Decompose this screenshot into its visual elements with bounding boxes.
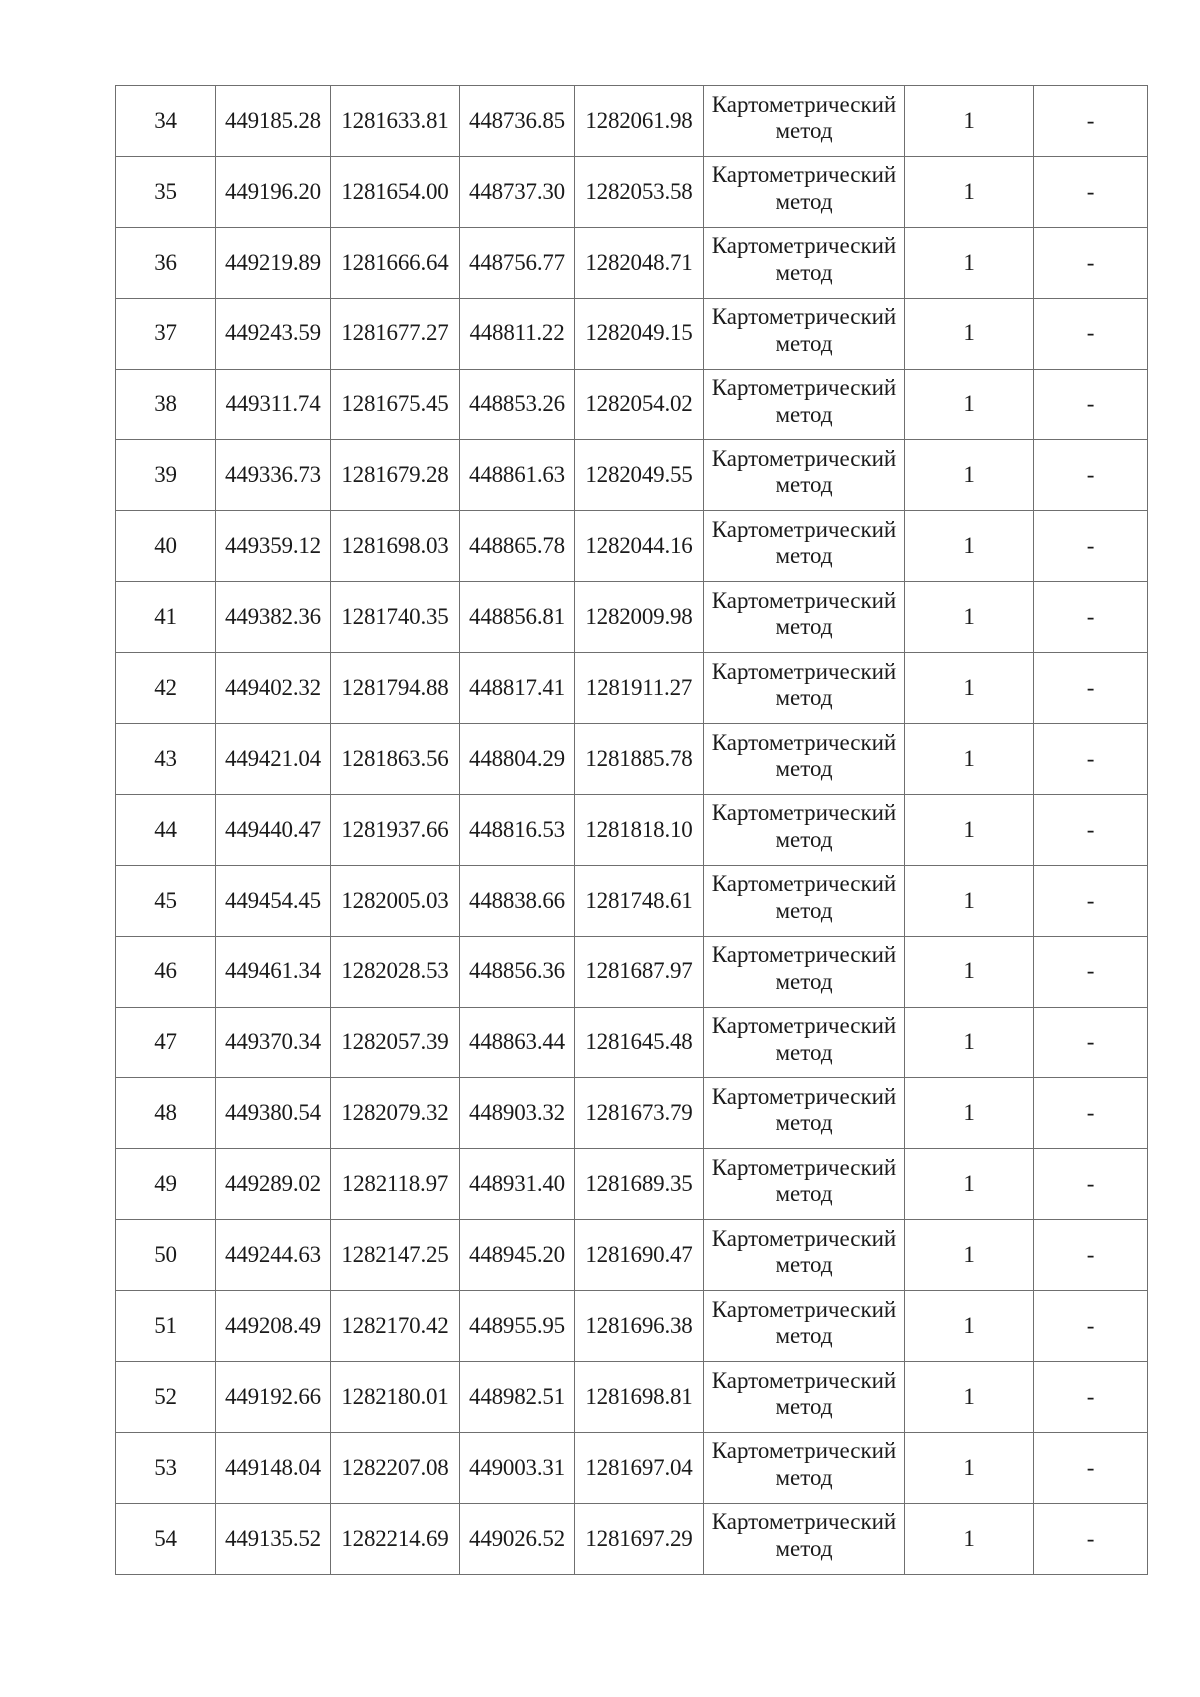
y-coordinate-cell: 1282170.42 (331, 1291, 460, 1362)
method-line-2: метод (775, 1535, 833, 1561)
point-number-cell: 44 (116, 794, 216, 865)
y2-coordinate-cell: 1281687.97 (575, 936, 704, 1007)
method-line-1: Картометрический (711, 516, 897, 542)
table-row (116, 1503, 1148, 1574)
point-number-cell: 49 (116, 1149, 216, 1220)
method-line-1: Картометрический (711, 942, 897, 968)
note-cell: - (1034, 724, 1148, 795)
y2-coordinate-cell: 1281697.04 (575, 1432, 704, 1503)
method-line-2: метод (775, 1110, 833, 1136)
y-coordinate-cell: 1281740.35 (331, 582, 460, 653)
note-cell: - (1034, 86, 1148, 157)
table-row (116, 653, 1148, 724)
x-coordinate-cell: 449311.74 (216, 369, 331, 440)
method-line-2: метод (775, 472, 833, 498)
y-coordinate-cell: 1281633.81 (331, 86, 460, 157)
y2-coordinate-cell: 1281911.27 (575, 653, 704, 724)
note-cell: - (1034, 1432, 1148, 1503)
y2-coordinate-cell: 1282009.98 (575, 582, 704, 653)
method-line-2: метод (775, 1464, 833, 1490)
point-number-cell: 41 (116, 582, 216, 653)
accuracy-cell: 1 (905, 1220, 1034, 1291)
x-coordinate-cell: 449208.49 (216, 1291, 331, 1362)
y2-coordinate-cell: 1282049.55 (575, 440, 704, 511)
note-cell: - (1034, 1220, 1148, 1291)
method-line-1: Картометрический (711, 233, 897, 259)
y2-coordinate-cell: 1281645.48 (575, 1007, 704, 1078)
y-coordinate-cell: 1282057.39 (331, 1007, 460, 1078)
method-line-1: Картометрический (711, 445, 897, 471)
x2-coordinate-cell: 449003.31 (460, 1432, 575, 1503)
note-cell: - (1034, 298, 1148, 369)
method-cell (704, 1078, 905, 1149)
method-cell (704, 369, 905, 440)
point-number-cell: 43 (116, 724, 216, 795)
method-line-1: Картометрический (711, 658, 897, 684)
x-coordinate-cell: 449382.36 (216, 582, 331, 653)
x-coordinate-cell: 449243.59 (216, 298, 331, 369)
method-line-1: Картометрический (711, 375, 897, 401)
note-cell: - (1034, 1007, 1148, 1078)
method-line-2: метод (775, 685, 833, 711)
table-row (116, 1078, 1148, 1149)
method-cell (704, 1432, 905, 1503)
y-coordinate-cell: 1282005.03 (331, 865, 460, 936)
point-number-cell: 46 (116, 936, 216, 1007)
coordinates-table (115, 85, 1148, 1575)
table-row (116, 227, 1148, 298)
y2-coordinate-cell: 1281698.81 (575, 1362, 704, 1433)
method-line-2: метод (775, 755, 833, 781)
y-coordinate-cell: 1281863.56 (331, 724, 460, 795)
table-row (116, 582, 1148, 653)
method-line-1: Картометрический (711, 1154, 897, 1180)
y-coordinate-cell: 1281794.88 (331, 653, 460, 724)
table-row (116, 156, 1148, 227)
method-cell (704, 298, 905, 369)
y-coordinate-cell: 1281679.28 (331, 440, 460, 511)
x-coordinate-cell: 449380.54 (216, 1078, 331, 1149)
method-line-2: метод (775, 1393, 833, 1419)
y2-coordinate-cell: 1282054.02 (575, 369, 704, 440)
x-coordinate-cell: 449359.12 (216, 511, 331, 582)
table-row (116, 1149, 1148, 1220)
point-number-cell: 36 (116, 227, 216, 298)
point-number-cell: 50 (116, 1220, 216, 1291)
y2-coordinate-cell: 1282061.98 (575, 86, 704, 157)
method-line-2: метод (775, 330, 833, 356)
accuracy-cell: 1 (905, 1149, 1034, 1220)
method-line-2: метод (775, 401, 833, 427)
x2-coordinate-cell: 448865.78 (460, 511, 575, 582)
x2-coordinate-cell: 448816.53 (460, 794, 575, 865)
x2-coordinate-cell: 448982.51 (460, 1362, 575, 1433)
x-coordinate-cell: 449135.52 (216, 1503, 331, 1574)
method-cell (704, 86, 905, 157)
x-coordinate-cell: 449421.04 (216, 724, 331, 795)
accuracy-cell: 1 (905, 724, 1034, 795)
accuracy-cell: 1 (905, 936, 1034, 1007)
y-coordinate-cell: 1282028.53 (331, 936, 460, 1007)
x2-coordinate-cell: 449026.52 (460, 1503, 575, 1574)
x-coordinate-cell: 449192.66 (216, 1362, 331, 1433)
accuracy-cell: 1 (905, 1078, 1034, 1149)
method-line-1: Картометрический (711, 871, 897, 897)
note-cell: - (1034, 1291, 1148, 1362)
x2-coordinate-cell: 448856.36 (460, 936, 575, 1007)
method-cell (704, 865, 905, 936)
x2-coordinate-cell: 448804.29 (460, 724, 575, 795)
table-row (116, 1362, 1148, 1433)
y2-coordinate-cell: 1282044.16 (575, 511, 704, 582)
accuracy-cell: 1 (905, 1503, 1034, 1574)
accuracy-cell: 1 (905, 794, 1034, 865)
point-number-cell: 52 (116, 1362, 216, 1433)
y2-coordinate-cell: 1282053.58 (575, 156, 704, 227)
point-number-cell: 38 (116, 369, 216, 440)
y2-coordinate-cell: 1281697.29 (575, 1503, 704, 1574)
note-cell: - (1034, 1362, 1148, 1433)
method-cell (704, 511, 905, 582)
table-row (116, 794, 1148, 865)
point-number-cell: 45 (116, 865, 216, 936)
y2-coordinate-cell: 1281748.61 (575, 865, 704, 936)
accuracy-cell: 1 (905, 582, 1034, 653)
table-row (116, 1220, 1148, 1291)
x2-coordinate-cell: 448955.95 (460, 1291, 575, 1362)
method-line-2: метод (775, 543, 833, 569)
y2-coordinate-cell: 1281689.35 (575, 1149, 704, 1220)
y-coordinate-cell: 1282214.69 (331, 1503, 460, 1574)
x2-coordinate-cell: 448737.30 (460, 156, 575, 227)
method-line-1: Картометрический (711, 587, 897, 613)
note-cell: - (1034, 653, 1148, 724)
note-cell: - (1034, 794, 1148, 865)
method-line-1: Картометрический (711, 1509, 897, 1535)
table-row (116, 1432, 1148, 1503)
method-cell (704, 227, 905, 298)
point-number-cell: 34 (116, 86, 216, 157)
x2-coordinate-cell: 448856.81 (460, 582, 575, 653)
accuracy-cell: 1 (905, 369, 1034, 440)
y-coordinate-cell: 1281677.27 (331, 298, 460, 369)
method-cell (704, 1291, 905, 1362)
y-coordinate-cell: 1281675.45 (331, 369, 460, 440)
method-cell (704, 582, 905, 653)
note-cell: - (1034, 227, 1148, 298)
point-number-cell: 35 (116, 156, 216, 227)
accuracy-cell: 1 (905, 156, 1034, 227)
x2-coordinate-cell: 448853.26 (460, 369, 575, 440)
x-coordinate-cell: 449219.89 (216, 227, 331, 298)
y2-coordinate-cell: 1281690.47 (575, 1220, 704, 1291)
method-line-1: Картометрический (711, 91, 897, 117)
note-cell: - (1034, 582, 1148, 653)
point-number-cell: 48 (116, 1078, 216, 1149)
method-cell (704, 440, 905, 511)
table-row (116, 865, 1148, 936)
method-line-2: метод (775, 1252, 833, 1278)
method-line-2: метод (775, 1323, 833, 1349)
method-cell (704, 936, 905, 1007)
accuracy-cell: 1 (905, 511, 1034, 582)
method-cell (704, 1007, 905, 1078)
method-line-1: Картометрический (711, 800, 897, 826)
point-number-cell: 54 (116, 1503, 216, 1574)
note-cell: - (1034, 369, 1148, 440)
table-row (116, 511, 1148, 582)
y2-coordinate-cell: 1281673.79 (575, 1078, 704, 1149)
accuracy-cell: 1 (905, 1291, 1034, 1362)
note-cell: - (1034, 156, 1148, 227)
y2-coordinate-cell: 1282049.15 (575, 298, 704, 369)
method-line-2: метод (775, 614, 833, 640)
method-cell (704, 794, 905, 865)
note-cell: - (1034, 1078, 1148, 1149)
note-cell: - (1034, 1503, 1148, 1574)
method-line-1: Картометрический (711, 1083, 897, 1109)
method-cell (704, 156, 905, 227)
x2-coordinate-cell: 448756.77 (460, 227, 575, 298)
x-coordinate-cell: 449148.04 (216, 1432, 331, 1503)
table-row (116, 724, 1148, 795)
y2-coordinate-cell: 1282048.71 (575, 227, 704, 298)
y-coordinate-cell: 1282180.01 (331, 1362, 460, 1433)
y-coordinate-cell: 1282079.32 (331, 1078, 460, 1149)
point-number-cell: 53 (116, 1432, 216, 1503)
accuracy-cell: 1 (905, 227, 1034, 298)
x-coordinate-cell: 449461.34 (216, 936, 331, 1007)
x-coordinate-cell: 449196.20 (216, 156, 331, 227)
x2-coordinate-cell: 448945.20 (460, 1220, 575, 1291)
coordinates-table-body (116, 86, 1148, 1575)
method-line-2: метод (775, 826, 833, 852)
x2-coordinate-cell: 448861.63 (460, 440, 575, 511)
y-coordinate-cell: 1282118.97 (331, 1149, 460, 1220)
note-cell: - (1034, 440, 1148, 511)
y2-coordinate-cell: 1281818.10 (575, 794, 704, 865)
table-row (116, 440, 1148, 511)
note-cell: - (1034, 1149, 1148, 1220)
x-coordinate-cell: 449244.63 (216, 1220, 331, 1291)
x-coordinate-cell: 449289.02 (216, 1149, 331, 1220)
y2-coordinate-cell: 1281885.78 (575, 724, 704, 795)
x-coordinate-cell: 449185.28 (216, 86, 331, 157)
method-cell (704, 653, 905, 724)
y-coordinate-cell: 1282207.08 (331, 1432, 460, 1503)
point-number-cell: 39 (116, 440, 216, 511)
method-line-2: метод (775, 1181, 833, 1207)
accuracy-cell: 1 (905, 1007, 1034, 1078)
method-line-2: метод (775, 117, 833, 143)
point-number-cell: 40 (116, 511, 216, 582)
point-number-cell: 37 (116, 298, 216, 369)
method-line-2: метод (775, 1039, 833, 1065)
method-line-1: Картометрический (711, 729, 897, 755)
table-row (116, 1291, 1148, 1362)
accuracy-cell: 1 (905, 1362, 1034, 1433)
table-row (116, 936, 1148, 1007)
y-coordinate-cell: 1281698.03 (331, 511, 460, 582)
method-line-2: метод (775, 968, 833, 994)
y-coordinate-cell: 1281937.66 (331, 794, 460, 865)
note-cell: - (1034, 511, 1148, 582)
point-number-cell: 42 (116, 653, 216, 724)
method-line-1: Картометрический (711, 1367, 897, 1393)
method-line-2: метод (775, 188, 833, 214)
table-row (116, 369, 1148, 440)
x-coordinate-cell: 449440.47 (216, 794, 331, 865)
accuracy-cell: 1 (905, 1432, 1034, 1503)
x-coordinate-cell: 449336.73 (216, 440, 331, 511)
method-line-1: Картометрический (711, 1013, 897, 1039)
x2-coordinate-cell: 448838.66 (460, 865, 575, 936)
method-line-1: Картометрический (711, 1225, 897, 1251)
table-row (116, 1007, 1148, 1078)
table-row (116, 298, 1148, 369)
x-coordinate-cell: 449370.34 (216, 1007, 331, 1078)
x2-coordinate-cell: 448817.41 (460, 653, 575, 724)
y-coordinate-cell: 1282147.25 (331, 1220, 460, 1291)
accuracy-cell: 1 (905, 653, 1034, 724)
method-cell (704, 1149, 905, 1220)
x-coordinate-cell: 449402.32 (216, 653, 331, 724)
note-cell: - (1034, 936, 1148, 1007)
point-number-cell: 51 (116, 1291, 216, 1362)
method-cell (704, 1362, 905, 1433)
method-line-1: Картометрический (711, 1438, 897, 1464)
accuracy-cell: 1 (905, 440, 1034, 511)
accuracy-cell: 1 (905, 86, 1034, 157)
method-line-1: Картометрический (711, 162, 897, 188)
x2-coordinate-cell: 448903.32 (460, 1078, 575, 1149)
method-cell (704, 1220, 905, 1291)
accuracy-cell: 1 (905, 298, 1034, 369)
y-coordinate-cell: 1281666.64 (331, 227, 460, 298)
table-row (116, 86, 1148, 157)
y2-coordinate-cell: 1281696.38 (575, 1291, 704, 1362)
y-coordinate-cell: 1281654.00 (331, 156, 460, 227)
method-line-2: метод (775, 897, 833, 923)
point-number-cell: 47 (116, 1007, 216, 1078)
note-cell: - (1034, 865, 1148, 936)
x-coordinate-cell: 449454.45 (216, 865, 331, 936)
method-line-1: Картометрический (711, 1296, 897, 1322)
method-cell (704, 1503, 905, 1574)
x2-coordinate-cell: 448863.44 (460, 1007, 575, 1078)
method-line-1: Картометрический (711, 304, 897, 330)
accuracy-cell: 1 (905, 865, 1034, 936)
x2-coordinate-cell: 448736.85 (460, 86, 575, 157)
x2-coordinate-cell: 448811.22 (460, 298, 575, 369)
method-line-2: метод (775, 259, 833, 285)
method-cell (704, 724, 905, 795)
x2-coordinate-cell: 448931.40 (460, 1149, 575, 1220)
